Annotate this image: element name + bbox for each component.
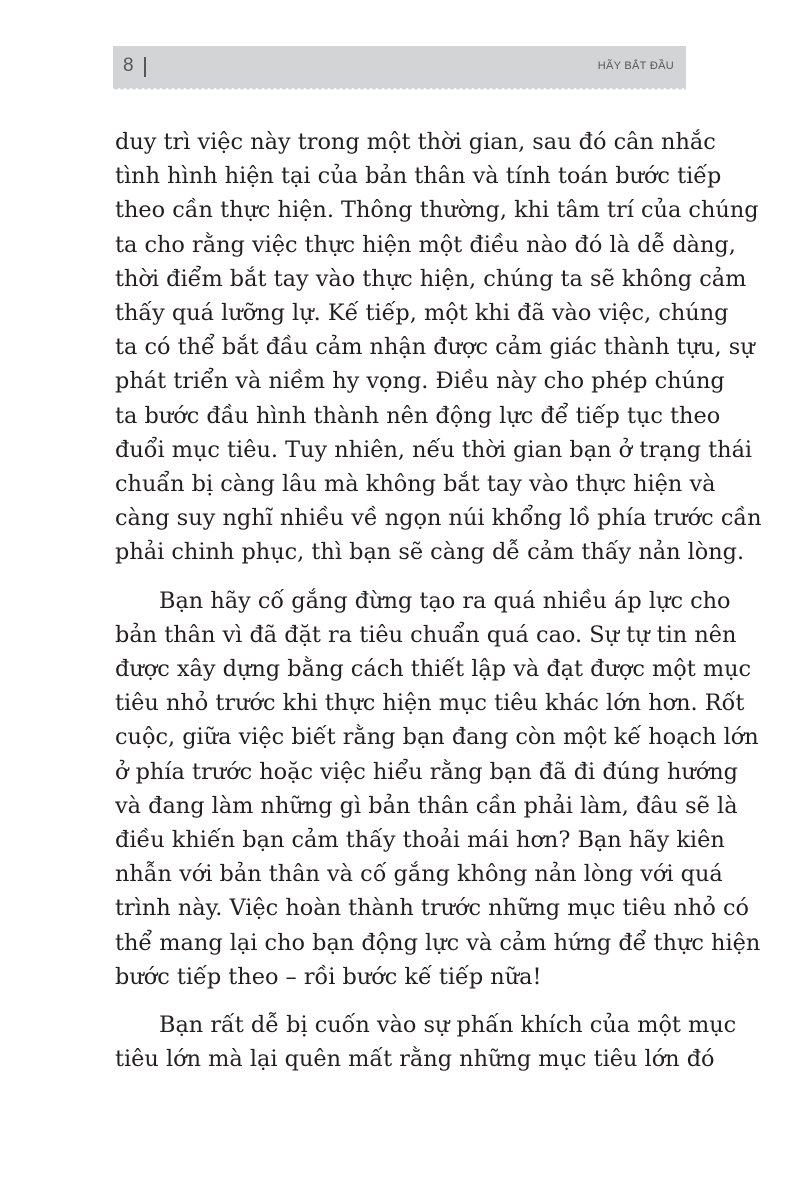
paragraph-3 [115, 1008, 737, 1076]
page-number: 8 [123, 55, 134, 76]
text-line: Bạn rất dễ bị cuốn vào sự phấn khích của một mục [159, 1012, 737, 1039]
running-header [113, 46, 686, 88]
text-line: theo cần thực hiện. Thông thường, khi tâm trí của chúng [115, 197, 759, 224]
header-separator [144, 57, 146, 77]
paragraph-2 [115, 584, 761, 994]
text-line: bước tiếp theo – rồi bước kế tiếp nữa! [115, 963, 542, 990]
text-line: cuộc, giữa việc biết rằng bạn đang còn một kế hoạch lớn [115, 724, 759, 751]
text-line: ta bước đầu hình thành nên động lực để tiếp tục theo [115, 402, 721, 429]
text-line: đuổi mục tiêu. Tuy nhiên, nếu thời gian bạn ở trạng thái [115, 436, 753, 463]
text-line: thấy quá lưỡng lự. Kế tiếp, một khi đã vào việc, chúng [115, 300, 729, 327]
text-line: ta cho rằng việc thực hiện một điều nào đó là dễ dàng, [115, 231, 736, 258]
text-line: thể mang lại cho bạn động lực và cảm hứng để thực hiện [115, 929, 761, 956]
text-line: Bạn hãy cố gắng đừng tạo ra quá nhiều áp lực cho [159, 587, 731, 614]
text-line: tình hình hiện tại của bản thân và tính toán bước tiếp [115, 163, 722, 190]
text-line: ở phía trước hoặc việc hiểu rằng bạn đã đi đúng hướng [115, 758, 739, 785]
page-body [115, 125, 762, 1090]
text-line: chuẩn bị càng lâu mà không bắt tay vào thực hiện và [115, 471, 716, 498]
chapter-title: HÃY BẮT ĐẦU [597, 60, 674, 72]
text-line: tiêu nhỏ trước khi thực hiện mục tiêu khác lớn hơn. Rốt [115, 690, 745, 717]
text-line: càng suy nghĩ nhiều về ngọn núi khổng lồ phía trước cần [115, 505, 762, 532]
text-line: thời điểm bắt tay vào thực hiện, chúng ta sẽ không cảm [115, 265, 747, 292]
text-line: và đang làm những gì bản thân cần phải làm, đâu sẽ là [115, 792, 738, 819]
text-line: bản thân vì đã đặt ra tiêu chuẩn quá cao. Sự tự tin nên [115, 621, 737, 648]
text-line: điều khiến bạn cảm thấy thoải mái hơn? Bạn hãy kiên [115, 827, 725, 854]
text-line: được xây dựng bằng cách thiết lập và đạt được một mục [115, 656, 752, 683]
text-line: nhẫn với bản thân và cố gắng không nản lòng với quá [115, 861, 723, 888]
text-line: phát triển và niềm hy vọng. Điều này cho phép chúng [115, 368, 725, 395]
text-line: tiêu lớn mà lại quên mất rằng những mục tiêu lớn đó [115, 1046, 715, 1073]
text-line: duy trì việc này trong một thời gian, sau đó cân nhắc [115, 129, 716, 155]
text-line: trình này. Việc hoàn thành trước những mục tiêu nhỏ có [115, 895, 749, 922]
text-line: ta có thể bắt đầu cảm nhận được cảm giác thành tựu, sự [115, 334, 755, 361]
paragraph-1 [115, 125, 762, 570]
text-line: phải chinh phục, thì bạn sẽ càng dễ cảm thấy nản lòng. [115, 539, 745, 566]
